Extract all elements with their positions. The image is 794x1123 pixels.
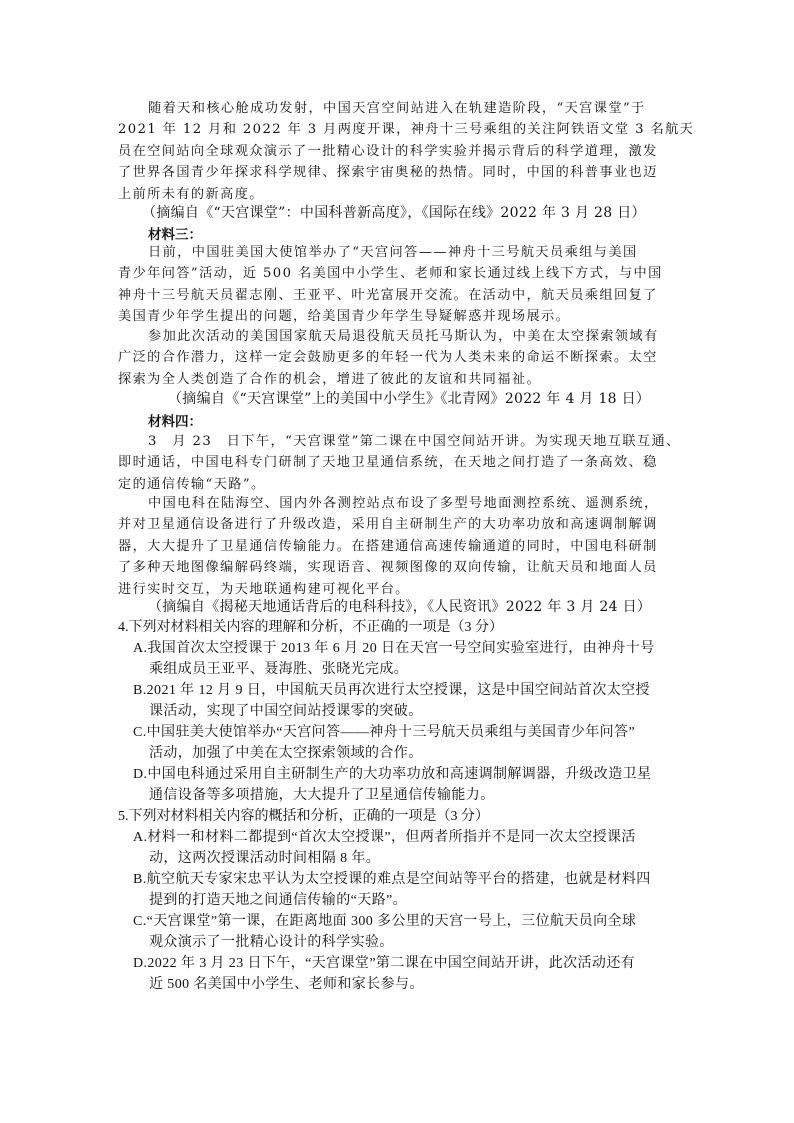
text-line: 了多种天地图像编解码终端，实现语音、视频图像的双向传输，让航天员和地面人员 [118,560,658,576]
material3-source: （摘编自《“天宫课堂”上的美国中小学生》《北青网》2022 年 4 月 18 日） [168,391,651,407]
text-line: 并对卫星通信设备进行了升级改造，采用自主研制生产的大功率功放和高速调制解调 [118,517,658,533]
option-line: B.2021 年 12 月 9 日，中国航天员再次进行太空授课，这是中国空间站首次太空授 [133,683,650,698]
option-line: A.我国首次太空授课于 2013 年 6 月 20 日在天宫一号空间实验室进行，由神舟十号 [133,641,655,656]
material3-paragraph-2 [118,326,688,390]
text-line: 器，大大提升了卫星通信传输能力。在搭建通信高速传输通道的同时，中国电科研制 [118,538,658,554]
option-line: 动，这两次授课活动时间相隔 8 年。 [149,851,381,866]
material3-label: 材料三： [148,227,202,243]
option-line: 提到的打造天地之间通信传输的“天路”。 [149,893,408,908]
option-line: 观众演示了一批精心设计的科学实验。 [149,935,394,950]
text-line: 进行实时交互，为天地联通构建可视化平台。 [118,581,410,597]
option-line: 课活动，实现了中国空间站授课零的突破。 [149,704,423,719]
option-line: A.材料一和材料二都提到“首次太空授课”，但两者所指并不是同一次太空授课活 [133,830,636,845]
option-line: 通信设备等多项措施，大大提升了卫星通信传输能力。 [149,788,495,803]
question-5-option-b[interactable] [133,869,651,911]
material2-paragraph [118,98,695,205]
question-4-option-c[interactable] [133,722,635,764]
text-line: 探索为全人类创造了合作的机会，增进了彼此的友谊和共同福祉。 [118,371,542,387]
question-4-option-d[interactable] [133,764,651,806]
question-5-option-c[interactable] [133,911,636,953]
question-5-option-d[interactable] [133,953,635,995]
material4-paragraph-2 [118,493,688,600]
text-line: 定的通信传输“天路”。 [118,476,266,492]
question-4-option-a[interactable] [133,638,655,680]
material3-paragraph-1 [118,242,688,328]
option-line: 乘组成员王亚平、聂海胜、张晓光完成。 [149,662,409,677]
text-line: 随着天和核心舱成功发射，中国天宫空间站进入在轨建造阶段，“天宫课堂”于 [148,101,646,116]
text-line: 3 月 23 日下午，“天宫课堂”第二课在中国空间站开讲。为实现天地互联互通、 [148,434,681,449]
question-5-stem: 5.下列对材料相关内容的概括和分析，正确的一项是（3 分） [118,809,489,824]
option-line: B.航空航天专家宋忠平认为太空授课的难点是空间站等平台的搭建，也就是材料四 [133,872,651,887]
text-line: 员在空间站向全球观众演示了一批精心设计的科学实验并揭示背后的科学道理，激发 [118,143,658,159]
text-line: 神舟十三号航天员翟志刚、王亚平、叶光富展开交流。在活动中，航天员乘组回复了 [118,287,658,303]
text-line: 美国青少年学生提出的问题，给美国青少年学生导疑解惑并现场展示。 [118,309,571,325]
material4-label: 材料四： [148,414,202,430]
text-line: 了世界各国青少年探求科学规律、探索宇宙奥秘的热情。同时，中国的科普事业也迈 [118,165,658,181]
option-line: 近 500 名美国中小学生、老师和家长参与。 [149,977,424,992]
option-line: C.“天宫课堂”第一课，在距离地面 300 多公里的天宫一号上，三位航天员向全球 [133,914,637,929]
question-4-option-b[interactable] [133,680,650,722]
text-line: 中国电科在陆海空、国内外各测控站点布设了多型号地面测控系统、遥测系统， [148,496,659,511]
material2-source: （摘编自《“天宫课堂”：中国科普新高度》，《国际在线》2022 年 3 月 28 日） [142,205,646,221]
option-line: D.中国电科通过采用自主研制生产的大功率功放和高速调制解调器，升级改造卫星 [133,767,652,782]
text-line: 广泛的合作潜力，这样一定会鼓励更多的年轻一代为人类未来的命运不断探索。太空 [118,350,658,366]
option-line: 活动，加强了中美在太空探索领域的合作。 [149,746,423,761]
option-line: C.中国驻美大使馆举办“天宫问答——神舟十三号航天员乘组与美国青少年问答” [133,725,636,740]
question-4-stem: 4.下列对材料相关内容的理解和分析，不正确的一项是（3 分） [118,620,503,635]
text-line: 即时通话，中国电科专门研制了天地卫星通信系统，在天地之间打造了一条高效、稳 [118,455,658,471]
text-line: 日前，中国驻美国大使馆举办了“天宫问答——神舟十三号航天员乘组与美国 [148,245,638,260]
text-line: 2021 年 12 月和 2022 年 3 月两度开课，神舟十三号乘组的关注阿铁语文堂 3 名航天 [118,122,695,138]
text-line: 青少年问答”活动，近 500 名美国中小学生、老师和家长通过线上线下方式，与中国 [118,266,663,282]
question-5-option-a[interactable] [133,827,636,869]
text-line: 上前所未有的新高度。 [118,186,264,202]
text-line: 参加此次活动的美国国家航天局退役航天员托马斯认为，中美在太空探索领域有 [148,329,659,344]
material4-source: （摘编自《揭秘天地通话背后的电科科技》，《人民资讯》2022 年 3 月 24 日） [148,599,652,615]
material4-paragraph-1 [118,431,688,495]
option-line: D.2022 年 3 月 23 日下午，“天宫课堂”第二课在中国空间站开讲，此次活动还有 [133,956,636,971]
